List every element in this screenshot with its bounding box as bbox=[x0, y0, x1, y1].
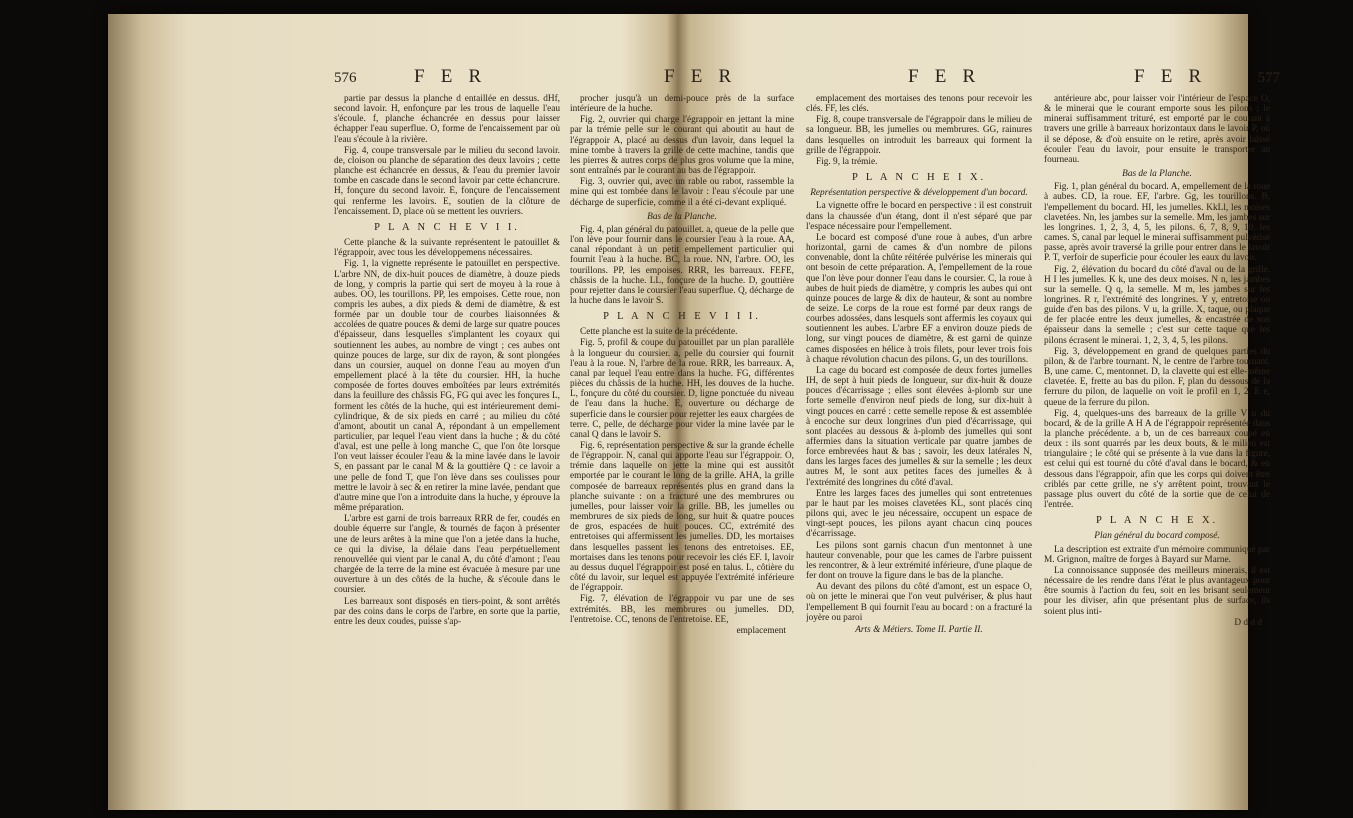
right-running-title-1: F E R bbox=[908, 66, 981, 87]
paragraph: Fig. 9, la trémie. bbox=[816, 156, 878, 167]
paragraph: Fig. 7, élévation de l'égrappoir vu par une de ses extrémités. BB, les membrures ou jumelles. DD, l'entretoise. CC, tenons de l'entretoise. EE, bbox=[570, 594, 794, 625]
paragraph: La vignette offre le bocard en perspective : il est construit dans la chaussée d'un étang, dont il n'est séparé que par l'espace nécessaire pour l'empellement. bbox=[806, 201, 1032, 232]
plate-heading: P L A N C H E I X. bbox=[851, 172, 987, 184]
paragraph: Les barreaux sont disposés en tiers-point, & sont arrêtés par des coins dans le corps de l'arbre, en sorte que la partie, entre les deux coudes, puisse s'ap- bbox=[334, 596, 560, 627]
plate-heading: P L A N C H E X. bbox=[1095, 515, 1219, 527]
paragraph: emplacement des mortaises des tenons pour recevoir les clés. FF, les clés. bbox=[806, 94, 1032, 115]
paragraph: Fig. 4, coupe transversale par le milieu du second lavoir. de, cloison ou planche de séparation des deux lavoirs ; cette planche est échancrée en dessus, & l'eau du premier lavoir tombe en cascade dans le second lavoir par cette échancrure. H, fonçure du second lavoir. E, fonçure de l'encaissement qui renferme les lavoirs. E, soutien de la clôture de l'encaissement. D, place où se mettent les ouvriers. bbox=[334, 145, 560, 217]
left-page-column-2 bbox=[570, 94, 794, 806]
paragraph: La description est extraite d'un mémoire communiqué par M. Grignon, maître de forges à Bayard sur Marne. bbox=[1044, 544, 1270, 565]
paragraph: Fig. 1, plan général du bocard. A, empellement de la roue à aubes. CD, la roue. EF, l'arbre. Gg, les tourillons. B, l'empellement du bocard. HI, les jumelles. KkLl, les moises clavetées. Nn, les jambes sur la semelle. Mm, les jambes sur les longrines. 1, 2, 3, 4, 5, les pilons. 6, 7, 8, 9, 10, les cames. S, canal par lequel le minerai suffisamment pulvérisé passe, après avoir traversé la grille pour entrer dans le lavoir P. T, verfoir de superficie pour écouler les eaux du lavoir. bbox=[1044, 182, 1270, 264]
plate-heading: P L A N C H E V I I. bbox=[374, 221, 520, 233]
paragraph: partie par dessus la planche d entaillée en dessus. dHf, second lavoir. H, enfonçure par les trous de laquelle l'eau s'écoule. f, planche échancrée en dessus pour laisser échapper l'eau superflue. O, forme de l'encaissement par où l'eau s'écoule à la rivière. bbox=[334, 94, 560, 145]
left-page-header bbox=[334, 66, 794, 90]
paragraph: Fig. 6, représentation perspective & sur la grande échelle de l'égrappoir. N, canal qui apporte l'eau sur l'égrappoir. O, trémie dans laquelle on jette la mine qui est aussitôt emportée par le courant le long de la grille. AHA, la grille composée de barreaux représentés plus en grand dans la planche suivante : on a fracturé une des membrures ou jumelles, pour laisser voir la grille. BB, les jumelles ou membrures de six pieds de long, sur huit & quatre pouces de gros, espacées de huit pouces. CC, extrémité des entretoises qui affermissent les jumelles. DD, les mortaises dans lesquelles passent les tenons des entretoises. EE, mortaises dans les tenons pour recevoir les clés EF. I, lavoir au dessus duquel l'égrappoir est posé en talus. L, côtière du côté du lavoir, sur lequel est appuyée l'extrémité inférieure de l'égrappoir. bbox=[570, 441, 794, 594]
left-page-column-1 bbox=[334, 94, 560, 806]
paragraph: Cette planche & la suivante représentent le patouillet & l'égrappoir, avec tous les développemens nécessaires. bbox=[334, 238, 560, 259]
section-subheading: Représentation perspective & développement d'un bocard. bbox=[810, 188, 1028, 199]
paragraph: Fig. 3, ouvrier qui, avec un rable ou rabot, rassemble la mine qui est tombée dans le lavoir : l'eau s'écoule par une décharge de superficie, comme il a été ci-devant expliqué. bbox=[570, 177, 794, 208]
paragraph: Fig. 5, profil & coupe du patouillet par un plan parallèle à la longueur du coursier. a, pelle du coursier qui fournit l'eau à la roue. N, l'arbre de la roue. RRR, les barreaux. A, canal par lequel l'eau entre dans la huche. FG, différentes pièces du châssis de la huche. HH, les douves de la huche. L, fonçure du côté du coursier. D, ligne ponctuée du niveau de l'eau dans la huche. E, ouverture ou décharge de superficie dans le coursier pour rejetter les eaux chargées de terre. C, pelle, de décharge pour vider la mine lavée par le canal Q dans le lavoir S. bbox=[570, 338, 794, 440]
section-subheading: Bas de la Planche. bbox=[647, 211, 717, 222]
paragraph: Le bocard est composé d'une roue à aubes, d'un arbre horizontal, garni de cames & d'un nombre de pilons convenable, dont la chûte réitérée pulvérise les minerais qui ont besoin de cette préparation. A, l'empellement de la roue que l'on lève pour donner l'eau dans le coursier. C, la roue à aubes de huit pieds de diamètre, y compris les aubes qui ont quinze pouces de large & dix de hauteur, & sont au nombre de seize. Le corps de la roue est formé par deux rangs de courbes adossées, dans lesquels sont affermis les coyaux qui soutiennent les aubes. L'arbre EF a environ douze pieds de long, sur vingt pouces de diamètre, & est garni de quinze cames disposées en hélice à trois filets, pour lever trois fois à chaque révolution chacun des pilons. G, un des tourillons. bbox=[806, 232, 1032, 365]
right-page-column-1 bbox=[806, 94, 1032, 806]
catchword: D d d d bbox=[1234, 617, 1262, 628]
paragraph: La cage du bocard est composée de deux fortes jumelles IH, de sept à huit pieds de longueur, sur dix-huit & douze pouces d'écarrissage ; elles sont élevées à-plomb sur une forte semelle d'environ neuf pieds de long, sur dix-huit à vingt pouces en carré : cette semelle repose & est assemblée à encoche sur deux longrines d'un pied d'écarrissage, qui sont placées au dessous & à-plomb des jumelles qui sont affermies dans la situation verticale par quatre jambes de force embrevées haut & bas ; savoir, les deux latérales N, dans les larges faces des jumelles & sur la semelle ; les deux autres M, le sont aux petites faces des jumelles & à l'extrémité des longrines du côté d'aval. bbox=[806, 365, 1032, 488]
paragraph: Fig. 3, développement en grand de quelques parties du pilon, & de l'arbre tournant. N, le centre de l'arbre tournant. B, une came. C, mentonnet. D, la clavette qui est elle-même clavetée. E, frette au bas du pilon. F, plan du dessous de la ferrure du pilon, de laquelle on voit le profil en 1, 2. E e, queue de la ferrure du pilon. bbox=[1044, 346, 1270, 408]
section-subheading: Plan général du bocard composé. bbox=[1094, 531, 1220, 542]
left-running-title-1: F E R bbox=[414, 66, 487, 87]
section-subheading: Bas de la Planche. bbox=[1122, 169, 1192, 180]
catchword: emplacement bbox=[736, 625, 786, 636]
paragraph: Les pilons sont garnis chacun d'un mentonnet à une hauteur convenable, pour que les cames de l'arbre puissent les rencontrer, & à leur extrémité inférieure, d'une plaque de fer dont on trouve la figure dans le bas de la planche. bbox=[806, 540, 1032, 582]
paragraph: Fig. 2, ouvrier qui charge l'égrappoir en jettant la mine par la trémie pelle sur le courant qui aboutit au haut de l'égrappoir A, placé au dessus d'un lavoir, dans lequel la mine tombe à travers la grille de cette machine, tandis que les pierres & autres corps de plus gros volume que la mine, sont entraînés par le courant au bas de l'égrappoir. bbox=[570, 115, 794, 177]
right-page-column-2 bbox=[1044, 94, 1270, 806]
left-page-number: 576 bbox=[334, 70, 357, 86]
plate-heading: P L A N C H E V I I I. bbox=[603, 311, 761, 323]
footer-line: Arts & Métiers. Tome II. Partie II. bbox=[855, 624, 983, 635]
paragraph: Fig. 4, plan général du patouillet. a, queue de la pelle que l'on lève pour fournir dans le coursier l'eau à la roue. AA, canal répondant à un petit empellement particulier qui fournit l'eau à la huche. BC, la roue. NN, l'arbre. OO, les tourillons. PP, les empoises. RRR, les barreaux. FEFE, châssis de la huche. LL, fonçure de la huche. D, gouttière pour rejetter dans le coursier l'eau superflue. Q, décharge de la huche dans le lavoir S. bbox=[570, 224, 794, 306]
paragraph: Cette planche est la suite de la précédente. bbox=[580, 327, 738, 338]
paragraph: Fig. 4, quelques-uns des barreaux de la grille V u du bocard, & de la grille A H A de l'égrappoir représentée dans la planche précédente. a b, un de ces barreaux coupé en deux : ils sont quarrés par les deux bouts, & le milieu est triangulaire ; le côté qui se présente à la vue dans la figure, est celui qui est tourné du côté d'aval dans le bocard, & en dessous dans l'égrappoir, afin que les corps qui doivent être criblés par cette grille, ne s'y arrêtent point, trouvant le passage plus ouvert du côté de la sortie que de celui de l'entrée. bbox=[1044, 408, 1270, 511]
right-page-number: 577 bbox=[1257, 70, 1280, 86]
book-spread bbox=[108, 14, 1280, 810]
paragraph: Fig. 2, élévation du bocard du côté d'aval ou de la grille. H I les jumelles. K k, une des deux moises. N n, les jambes sur la semelle. Q q, la semelle. M m, les jambes sur les longrines. R r, l'extrémité des longrines. Y y, entretoise ou guide d'en bas des pilons. V u, la grille. X, taque, ou plaque de fer placée entre les deux jumelles, & encastrée de son épaisseur dans la semelle ; c'est sur cette taque que les pilons écrasent le minerai. 1, 2, 3, 4, 5, les pilons. bbox=[1044, 264, 1270, 346]
paragraph: La connoissance supposée des meilleurs minerais, il est nécessaire de les rendre dans l'état le plus avantageux pour être soumis à l'action du feu, soit en les brisant seulement pour les diviser, afin que présentant plus de surface, ils soient plus inti- bbox=[1044, 565, 1270, 617]
paragraph: Au devant des pilons du côté d'amont, est un espace O, où on jette le minerai que l'on veut pulvériser, & plus haut l'empellement B qui fournit l'eau au bocard : on a fracturé la joyère ou paroi bbox=[806, 582, 1032, 623]
right-page-header bbox=[806, 66, 1280, 90]
paragraph: procher jusqu'à un demi-pouce près de la surface intérieure de la huche. bbox=[570, 94, 794, 115]
left-running-title-2: F E R bbox=[664, 66, 737, 87]
paragraph: Fig. 1, la vignette représente le patouillet en perspective. L'arbre NN, de dix-huit pouces de diamètre, à douze pieds de long, y compris la partie qui sert de moyeu à la roue à aubes. OO, les tourillons. PP, les empoises. Cette roue, non compris les aubes, a dix pieds & demi de diamètre, & est formée par un double tour de courbes liaisonnées & accolées de quatre pouces & demi de large sur quatre pouces d'épaisseur, dans lesquelles s'implantent les coyaux qui soutiennent les aubes, au nombre de vingt ; ces aubes ont quinze pouces de large, sur dix de rayon, & sont plongées dans un coursier, auquel on donne l'eau au moyen d'un empellement placé à la tête du coursier. HH, la huche composée de fortes douves emboîtées par leurs extrémités dans la feuillure des châssis FG, FG qui avec les fonçures L, forment les côtés de la huche, qui est intérieurement demi-cylindrique, & de six pieds en carré ; au milieu du côté d'amont, aboutit un canal A, répondant à un empellement particulier, par lequel l'eau vient dans la huche ; & du côté d'aval, est une pelle à long manche C, que l'on ôte lorsque l'on veut laisser écouler l'eau & la mine lavée dans le lavoir S, en passant par le canal M & la gouttière Q : ce lavoir a une pelle de fond T, que l'on lève dans ses coulisses pour mettre le lavoir à sec & en retirer la mine lavée, pendant que d'autre mine que l'on a introduite dans la huche, y éprouve la même préparation. bbox=[334, 259, 560, 514]
paragraph: L'arbre est garni de trois barreaux RRR de fer, coudés en double équerre sur l'angle, & tournés de façon à présenter une de leurs arêtes à la mine que l'on a jetée dans la huche, ce qui la divise, la délaie dans l'eau perpétuellement renouvellée qui vient par le canal A, du côté d'amont ; l'eau chargée de la terre de la mine est évacuée à mesure par une ouverture à un des côtés de la huche, & s'écoule dans le coursier. bbox=[334, 514, 560, 596]
paragraph: antérieure abc, pour laisser voir l'intérieur de l'espace O, & le minerai que le courant emporte sous les pilons ; le minerai suffisamment trituré, est emporté par le courant à travers une grille à barreaux horizontaux dans le lavoir P, où il se dépose, & d'où ensuite on le retire, après avoir laissé écouler l'eau du lavoir, pour ensuite le transporter au fourneau. bbox=[1044, 94, 1270, 165]
right-running-title-2: F E R bbox=[1134, 66, 1207, 87]
paragraph: Fig. 8, coupe transversale de l'égrappoir dans le milieu de sa longueur. BB, les jumelles ou membrures. GG, rainures dans lesquelles on introduit les barreaux qui forment la grille de l'égrappoir. bbox=[806, 115, 1032, 156]
paragraph: Entre les larges faces des jumelles qui sont entretenues par le haut par les moises clavetées KL, sont placés cinq pilons qui, avec le jeu nécessaire, occupent un espace de vingt-sept pouces, les pilons ayant chacun cinq pouces d'écarrissage. bbox=[806, 488, 1032, 540]
